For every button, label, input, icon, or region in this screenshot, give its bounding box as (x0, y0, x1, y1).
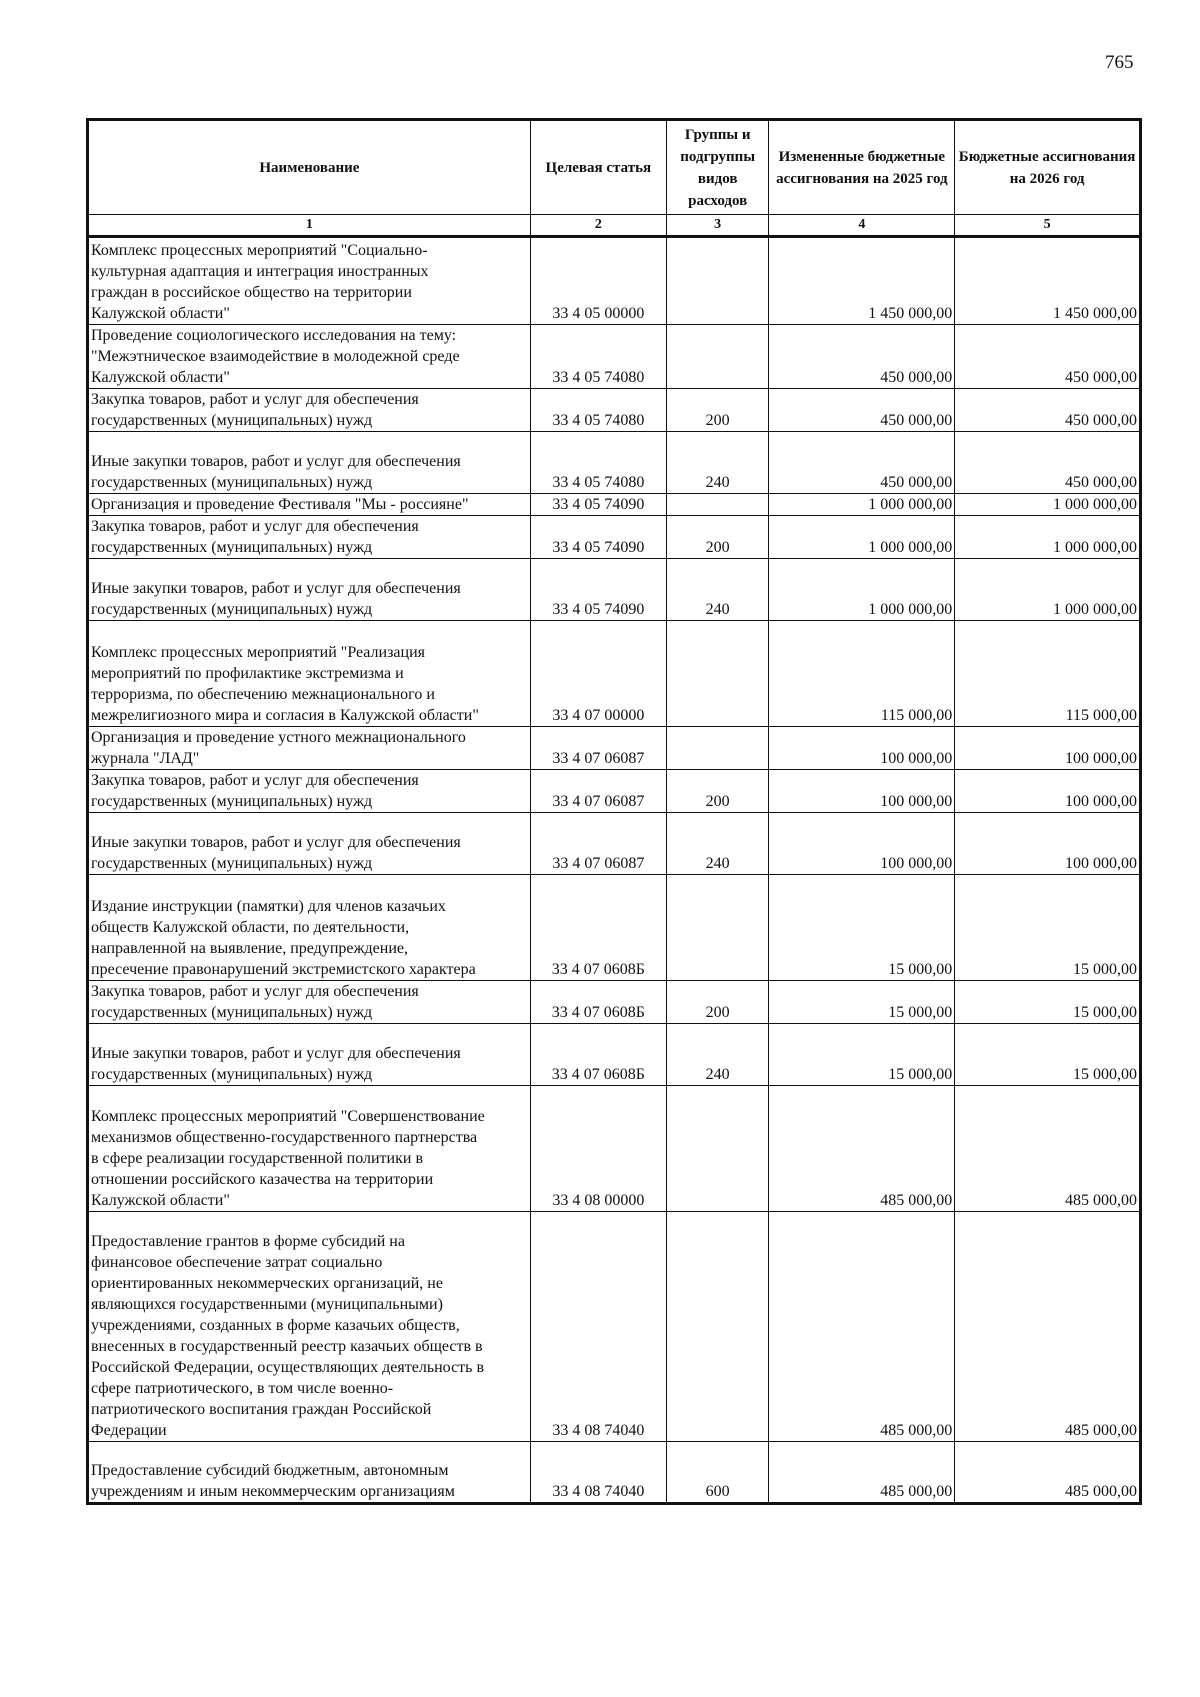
row-target-article-text: 33 4 05 74080 (552, 412, 645, 429)
table-row (88, 494, 1141, 516)
row-amount-2025 (769, 621, 955, 727)
budget-table (86, 118, 1142, 1505)
row-target-article-text: 33 4 07 0608Б (551, 961, 645, 978)
table-row (88, 516, 1141, 559)
row-target-article (530, 727, 666, 770)
row-amount-2025-text: 485 000,00 (880, 1422, 953, 1439)
row-expense-group (666, 1212, 769, 1442)
row-amount-2026-text: 485 000,00 (1065, 1192, 1137, 1209)
row-amount-2026 (955, 813, 1141, 875)
row-expense-group (666, 981, 769, 1024)
row-name (88, 727, 531, 770)
row-target-article-text: 33 4 07 0608Б (551, 1004, 645, 1021)
row-amount-2026-text: 15 000,00 (1073, 961, 1137, 978)
row-name (88, 432, 531, 494)
row-name-text: Комплекс процессных мероприятий "Совершенствование механизмов общественно-государственного партнерства в сфере реализации государственной политики в отношении российского казачества на территории Калужской области" (91, 1108, 485, 1209)
row-name-text: Закупка товаров, работ и услуг для обеспечения государственных (муниципальных) нужд (91, 772, 419, 810)
row-target-article-text: 33 4 05 74080 (552, 369, 645, 386)
row-amount-2025 (769, 559, 955, 621)
row-expense-group (666, 875, 769, 981)
row-amount-2026-text: 450 000,00 (1065, 412, 1137, 429)
row-expense-group-text: 240 (705, 1066, 730, 1083)
row-target-article (530, 1212, 666, 1442)
row-expense-group (666, 432, 769, 494)
row-expense-group (666, 516, 769, 559)
row-name-text: Предоставление субсидий бюджетным, автономным учреждениям и иным некоммерческим организациям (91, 1462, 455, 1500)
column-number: 1 (88, 215, 531, 237)
row-amount-2026-text: 15 000,00 (1073, 1004, 1137, 1021)
row-amount-2025-text: 15 000,00 (888, 1066, 953, 1083)
row-amount-2026-text: 1 000 000,00 (1053, 496, 1137, 513)
row-amount-2026 (955, 494, 1141, 516)
row-target-article (530, 875, 666, 981)
row-amount-2026 (955, 1212, 1141, 1442)
row-amount-2026-text: 1 000 000,00 (1053, 601, 1137, 618)
row-name-text: Закупка товаров, работ и услуг для обеспечения государственных (муниципальных) нужд (91, 983, 419, 1021)
row-expense-group (666, 1086, 769, 1212)
row-expense-group (666, 727, 769, 770)
row-expense-group (666, 559, 769, 621)
row-name (88, 494, 531, 516)
row-expense-group-text: 200 (705, 1004, 730, 1021)
table-row (88, 1086, 1141, 1212)
row-amount-2026 (955, 325, 1141, 389)
row-target-article (530, 981, 666, 1024)
table-row (88, 770, 1141, 813)
row-expense-group (666, 325, 769, 389)
row-amount-2025 (769, 237, 955, 325)
row-amount-2026-text: 100 000,00 (1065, 750, 1137, 767)
row-name-text: Проведение социологического исследования на тему: "Межэтническое взаимодействие в молодежной среде Калужской области" (91, 327, 460, 386)
row-amount-2026-text: 1 000 000,00 (1053, 539, 1137, 556)
row-amount-2025-text: 100 000,00 (880, 750, 953, 767)
row-target-article-text: 33 4 07 06087 (552, 793, 645, 810)
row-target-article (530, 770, 666, 813)
row-amount-2026-text: 115 000,00 (1065, 707, 1137, 724)
row-name (88, 813, 531, 875)
row-name-text: Иные закупки товаров, работ и услуг для обеспечения государственных (муниципальных) нужд (91, 580, 461, 618)
row-name-text: Издание инструкции (памятки) для членов казачьих обществ Калужской области, по деятельности, направленной на выявление, предупреждение, пресечение правонарушений экстремистского характера (91, 898, 476, 978)
table-row (88, 325, 1141, 389)
row-target-article-text: 33 4 05 00000 (552, 305, 645, 322)
row-name-text: Организация и проведение Фестиваля "Мы - россияне" (91, 496, 469, 513)
row-target-article-text: 33 4 08 74040 (552, 1422, 645, 1439)
row-amount-2025 (769, 516, 955, 559)
row-name (88, 516, 531, 559)
row-amount-2025 (769, 1086, 955, 1212)
column-number: 5 (955, 215, 1141, 237)
column-number: 2 (530, 215, 666, 237)
row-target-article-text: 33 4 07 0608Б (551, 1066, 645, 1083)
row-amount-2025-text: 485 000,00 (880, 1192, 953, 1209)
row-name (88, 1442, 531, 1504)
header-amount-2025: Измененные бюджетные ассигнования на 2025 год (769, 120, 955, 215)
row-name (88, 1086, 531, 1212)
row-expense-group (666, 389, 769, 432)
row-amount-2026-text: 1 450 000,00 (1053, 305, 1137, 322)
row-amount-2025-text: 15 000,00 (888, 961, 953, 978)
row-amount-2025-text: 100 000,00 (880, 793, 953, 810)
row-name (88, 559, 531, 621)
table-row (88, 1442, 1141, 1504)
row-expense-group (666, 1442, 769, 1504)
row-amount-2025 (769, 981, 955, 1024)
row-expense-group-text: 600 (705, 1483, 730, 1500)
row-target-article (530, 621, 666, 727)
row-amount-2025 (769, 727, 955, 770)
row-amount-2026 (955, 875, 1141, 981)
row-amount-2025 (769, 770, 955, 813)
row-target-article (530, 1086, 666, 1212)
header-amount-2026: Бюджетные ассигнования на 2026 год (955, 120, 1141, 215)
row-amount-2025 (769, 389, 955, 432)
table-row (88, 981, 1141, 1024)
header-name: Наименование (88, 120, 531, 215)
row-name (88, 325, 531, 389)
row-name (88, 770, 531, 813)
row-expense-group (666, 1024, 769, 1086)
row-target-article (530, 559, 666, 621)
row-name-text: Комплекс процессных мероприятий "Реализация мероприятий по профилактике экстремизма и терроризма, по обеспечению межнационального и межрелигиозного мира и согласия в Калужской области" (91, 644, 479, 724)
row-amount-2026 (955, 389, 1141, 432)
row-name-text: Закупка товаров, работ и услуг для обеспечения государственных (муниципальных) нужд (91, 391, 419, 429)
row-amount-2026 (955, 621, 1141, 727)
table-row (88, 1024, 1141, 1086)
row-name-text: Закупка товаров, работ и услуг для обеспечения государственных (муниципальных) нужд (91, 518, 419, 556)
row-name-text: Организация и проведение устного межнационального журнала "ЛАД" (91, 729, 466, 767)
row-name-text: Предоставление грантов в форме субсидий на финансовое обеспечение затрат социально ориентированных некоммерческих организаций, не являющихся государственными (муниципальными) учреждениями, созданных в форме казачьих обществ, внесенных в государственный реестр казачьих обществ в Российской Федерации, осуществляющих деятельность в сфере патриотического, в том числе военно- патриотического воспитания граждан Российской Федерации (91, 1233, 485, 1439)
row-amount-2026-text: 485 000,00 (1065, 1422, 1137, 1439)
row-target-article-text: 33 4 05 74090 (552, 539, 645, 556)
row-amount-2026 (955, 981, 1141, 1024)
table-row (88, 727, 1141, 770)
row-amount-2025 (769, 875, 955, 981)
row-expense-group (666, 813, 769, 875)
row-name (88, 1024, 531, 1086)
table-row (88, 237, 1141, 325)
row-target-article-text: 33 4 07 06087 (552, 750, 645, 767)
row-amount-2026-text: 450 000,00 (1065, 369, 1137, 386)
row-amount-2025 (769, 1442, 955, 1504)
row-expense-group (666, 237, 769, 325)
row-amount-2025-text: 450 000,00 (880, 412, 953, 429)
row-expense-group-text: 200 (705, 412, 730, 429)
row-target-article-text: 33 4 05 74090 (552, 496, 645, 513)
row-amount-2025-text: 1 000 000,00 (868, 601, 953, 618)
row-amount-2025-text: 1 000 000,00 (868, 539, 953, 556)
row-name (88, 1212, 531, 1442)
table-row (88, 813, 1141, 875)
row-amount-2026 (955, 237, 1141, 325)
row-amount-2026-text: 15 000,00 (1073, 1066, 1137, 1083)
row-expense-group-text: 200 (705, 539, 730, 556)
row-name-text: Комплекс процессных мероприятий "Социально- культурная адаптация и интеграция иностранных граждан в российское общество на территории Калужской области" (91, 242, 429, 322)
row-target-article (530, 1024, 666, 1086)
row-expense-group-text: 240 (705, 474, 730, 491)
row-amount-2026-text: 485 000,00 (1065, 1483, 1137, 1500)
row-amount-2026 (955, 1086, 1141, 1212)
row-target-article-text: 33 4 05 74080 (552, 474, 645, 491)
row-amount-2025-text: 485 000,00 (880, 1483, 953, 1500)
row-amount-2025 (769, 325, 955, 389)
table-row (88, 432, 1141, 494)
row-expense-group-text: 240 (705, 601, 730, 618)
row-expense-group-text: 240 (705, 855, 730, 872)
row-target-article (530, 432, 666, 494)
table-row (88, 875, 1141, 981)
row-amount-2025-text: 100 000,00 (880, 855, 953, 872)
row-name-text: Иные закупки товаров, работ и услуг для обеспечения государственных (муниципальных) нужд (91, 1045, 461, 1083)
row-amount-2026-text: 100 000,00 (1065, 855, 1137, 872)
row-amount-2026-text: 100 000,00 (1065, 793, 1137, 810)
table-row (88, 389, 1141, 432)
row-amount-2026 (955, 727, 1141, 770)
row-target-article-text: 33 4 08 00000 (552, 1192, 645, 1209)
row-target-article-text: 33 4 07 06087 (552, 855, 645, 872)
row-amount-2025-text: 1 450 000,00 (868, 305, 953, 322)
row-name (88, 389, 531, 432)
row-amount-2025 (769, 1024, 955, 1086)
row-target-article (530, 1442, 666, 1504)
row-expense-group-text: 200 (705, 793, 730, 810)
table-row (88, 1212, 1141, 1442)
column-number: 3 (666, 215, 769, 237)
row-amount-2025-text: 450 000,00 (880, 369, 953, 386)
row-target-article (530, 389, 666, 432)
row-name-text: Иные закупки товаров, работ и услуг для обеспечения государственных (муниципальных) нужд (91, 453, 461, 491)
row-target-article-text: 33 4 05 74090 (552, 601, 645, 618)
row-amount-2026 (955, 1024, 1141, 1086)
header-target-article: Целевая статья (530, 120, 666, 215)
table-row (88, 621, 1141, 727)
row-name-text: Иные закупки товаров, работ и услуг для обеспечения государственных (муниципальных) нужд (91, 834, 461, 872)
row-amount-2026-text: 450 000,00 (1065, 474, 1137, 491)
row-amount-2025-text: 1 000 000,00 (868, 496, 953, 513)
row-target-article-text: 33 4 07 00000 (552, 707, 645, 724)
row-target-article (530, 325, 666, 389)
row-amount-2025 (769, 432, 955, 494)
row-target-article (530, 813, 666, 875)
row-amount-2025 (769, 1212, 955, 1442)
row-amount-2025 (769, 494, 955, 516)
row-name (88, 621, 531, 727)
row-amount-2026 (955, 559, 1141, 621)
page-number: 765 (1105, 52, 1134, 73)
row-amount-2025-text: 15 000,00 (888, 1004, 953, 1021)
row-target-article-text: 33 4 08 74040 (552, 1483, 645, 1500)
row-expense-group (666, 621, 769, 727)
row-name (88, 981, 531, 1024)
row-amount-2026 (955, 432, 1141, 494)
header-expense-group: Группы и подгруппы видов расходов (666, 120, 769, 215)
header-row (88, 120, 1141, 215)
row-target-article (530, 516, 666, 559)
row-target-article (530, 494, 666, 516)
row-amount-2025 (769, 813, 955, 875)
row-amount-2026 (955, 1442, 1141, 1504)
row-name (88, 237, 531, 325)
row-target-article (530, 237, 666, 325)
row-amount-2026 (955, 516, 1141, 559)
row-expense-group (666, 770, 769, 813)
column-number-row (88, 215, 1141, 237)
row-amount-2025-text: 115 000,00 (880, 707, 953, 724)
row-name (88, 875, 531, 981)
row-amount-2025-text: 450 000,00 (880, 474, 953, 491)
column-number: 4 (769, 215, 955, 237)
table-row (88, 559, 1141, 621)
row-expense-group (666, 494, 769, 516)
row-amount-2026 (955, 770, 1141, 813)
